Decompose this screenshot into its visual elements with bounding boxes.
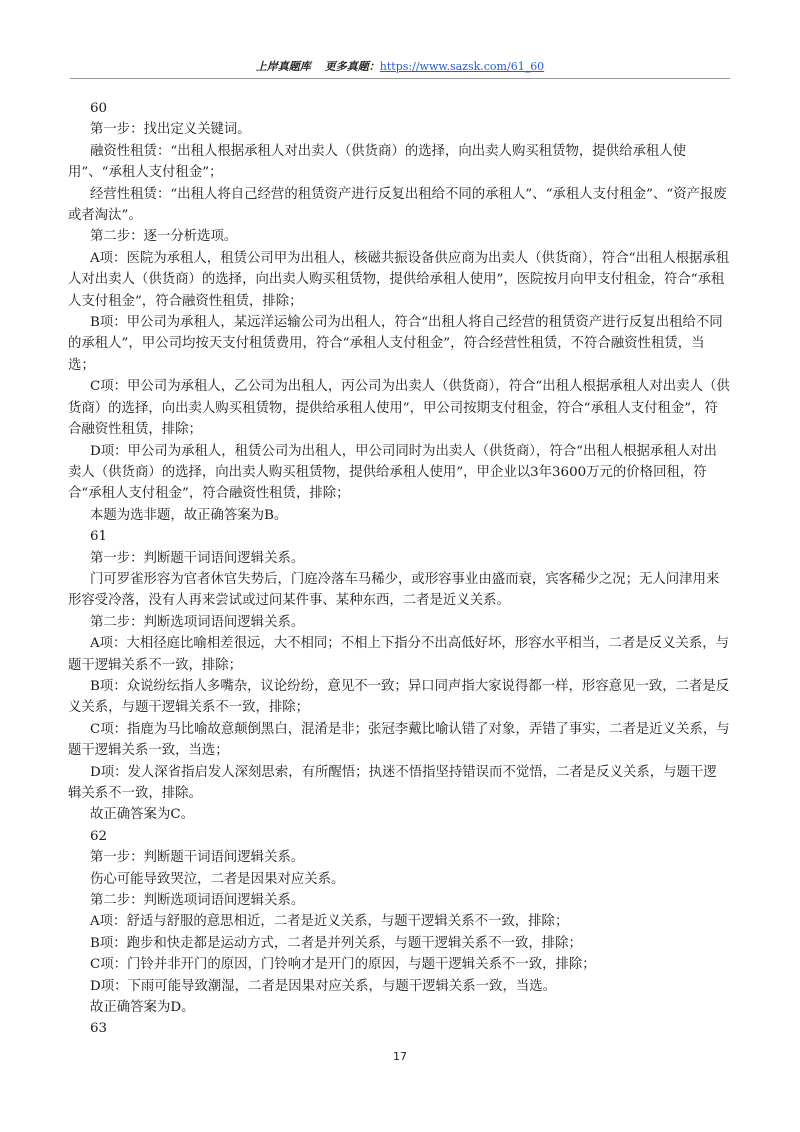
- page-number: 17: [393, 1050, 407, 1063]
- question-number: 62: [90, 828, 108, 844]
- step-heading: 第一步：判断题干词语间逻辑关系。: [90, 550, 305, 566]
- paragraph: 经营性租赁：“出租人将自己经营的租赁资产进行反复出租给不同的承租人”、“承租人支付租金”、“资产报废或者淘汰”。: [68, 186, 727, 224]
- paragraph: 融资性租赁：“出租人根据承租人对出卖人（供货商）的选择，向出卖人购买租赁物，提供给承租人使用”、“承租人支付租金”；: [68, 143, 687, 181]
- option-analysis: C项：甲公司为承租人，乙公司为出租人，丙公司为出卖人（供货商），符合“出租人根据承租人对出卖人（供货商）的选择，向出卖人购买租赁物，提供给承租人使用”，甲公司按期支付租金，符合“承租人支付租金”，符合融资性租赁，排除；: [68, 379, 730, 438]
- option-analysis: D项：下雨可能导致潮湿，二者是因果对应关系，与题干逻辑关系一致，当选。: [90, 978, 557, 994]
- document-body: [68, 98, 730, 1040]
- step-heading: 第二步：逐一分析选项。: [90, 229, 238, 245]
- option-analysis: A项：大相径庭比喻相差很远，大不相同；不相上下指分不出高低好坏，形容水平相当，二者是反义关系，与题干逻辑关系不一致，排除；: [68, 636, 730, 673]
- header-divider: [70, 78, 730, 79]
- answer-line: 故正确答案为D。: [90, 1000, 195, 1016]
- option-analysis: D项：甲公司为承租人，租赁公司为出租人，甲公司同时为出卖人（供货商），符合“出租人根据承租人对出卖人（供货商）的选择，向出卖人购买租赁物，提供给承租人使用”，甲企业以3年3600万元的价格回租，符合“承租人支付租金”，符合融资性租赁，排除；: [68, 443, 717, 502]
- option-analysis: B项：甲公司为承租人，某远洋运输公司为出租人，符合“出租人将自己经营的租赁资产进行反复出租给不同的承租人”，甲公司均按天支付租赁费用，符合“承租人支付租金”，符合经营性租赁，不符合融资性租赁，当选；: [68, 315, 723, 373]
- option-analysis: C项：指鹿为马比喻故意颠倒黑白，混淆是非；张冠李戴比喻认错了对象，弄错了事实，二者是近义关系，与题干逻辑关系一致，当选；: [68, 721, 730, 759]
- step-heading: 第二步：判断选项词语间逻辑关系。: [90, 614, 305, 630]
- step-heading: 第一步：找出定义关键词。: [90, 122, 251, 138]
- option-analysis: A项：舒适与舒服的意思相近，二者是近义关系，与题干逻辑关系不一致，排除；: [90, 914, 569, 930]
- option-analysis: D项：发人深省指启发人深刻思索，有所醒悟；执迷不悟指坚持错误而不觉悟，二者是反义关系，与题干逻辑关系不一致，排除。: [68, 764, 717, 801]
- header-label: 更多真题：: [324, 60, 380, 73]
- page-header: [0, 60, 800, 74]
- option-analysis: B项：众说纷纭指人多嘴杂，议论纷纷，意见不一致；异口同声指大家说得都一样，形容意见一致，二者是反义关系，与题干逻辑关系不一致，排除；: [68, 678, 730, 716]
- header-brand: 上岸真题库: [255, 60, 311, 73]
- step-heading: 第二步：判断选项词语间逻辑关系。: [90, 893, 305, 909]
- option-analysis: C项：门铃并非开门的原因，门铃响才是开门的原因，与题干逻辑关系不一致，排除；: [90, 957, 596, 973]
- option-analysis: B项：跑步和快走都是运动方式，二者是并列关系，与题干逻辑关系不一致，排除；: [90, 935, 582, 951]
- step-heading: 第一步：判断题干词语间逻辑关系。: [90, 850, 305, 866]
- header-link[interactable]: https://www.sazsk.com/61_60: [379, 60, 545, 73]
- question-number: 63: [90, 1021, 108, 1037]
- answer-line: 故正确答案为C。: [90, 807, 194, 823]
- paragraph: 门可罗雀形容为官者休官失势后，门庭冷落车马稀少，或形容事业由盛而衰，宾客稀少之况；无人问津用来形容受冷落，没有人再来尝试或过问某件事、某种东西，二者是近义关系。: [68, 571, 720, 609]
- option-analysis: A项：医院为承租人，租赁公司甲为出租人，核磁共振设备供应商为出卖人（供货商），符合“出租人根据承租人对出卖人（供货商）的选择，向出卖人购买租赁物，提供给承租人使用”，医院按月向甲支付租金，符合“承租人支付租金”，符合融资性租赁，排除；: [68, 250, 730, 309]
- question-number: 60: [90, 101, 108, 116]
- question-number: 61: [90, 529, 108, 545]
- answer-line: 本题为选非题，故正确答案为B。: [90, 507, 288, 523]
- paragraph: 伤心可能导致哭泣，二者是因果对应关系。: [90, 871, 345, 887]
